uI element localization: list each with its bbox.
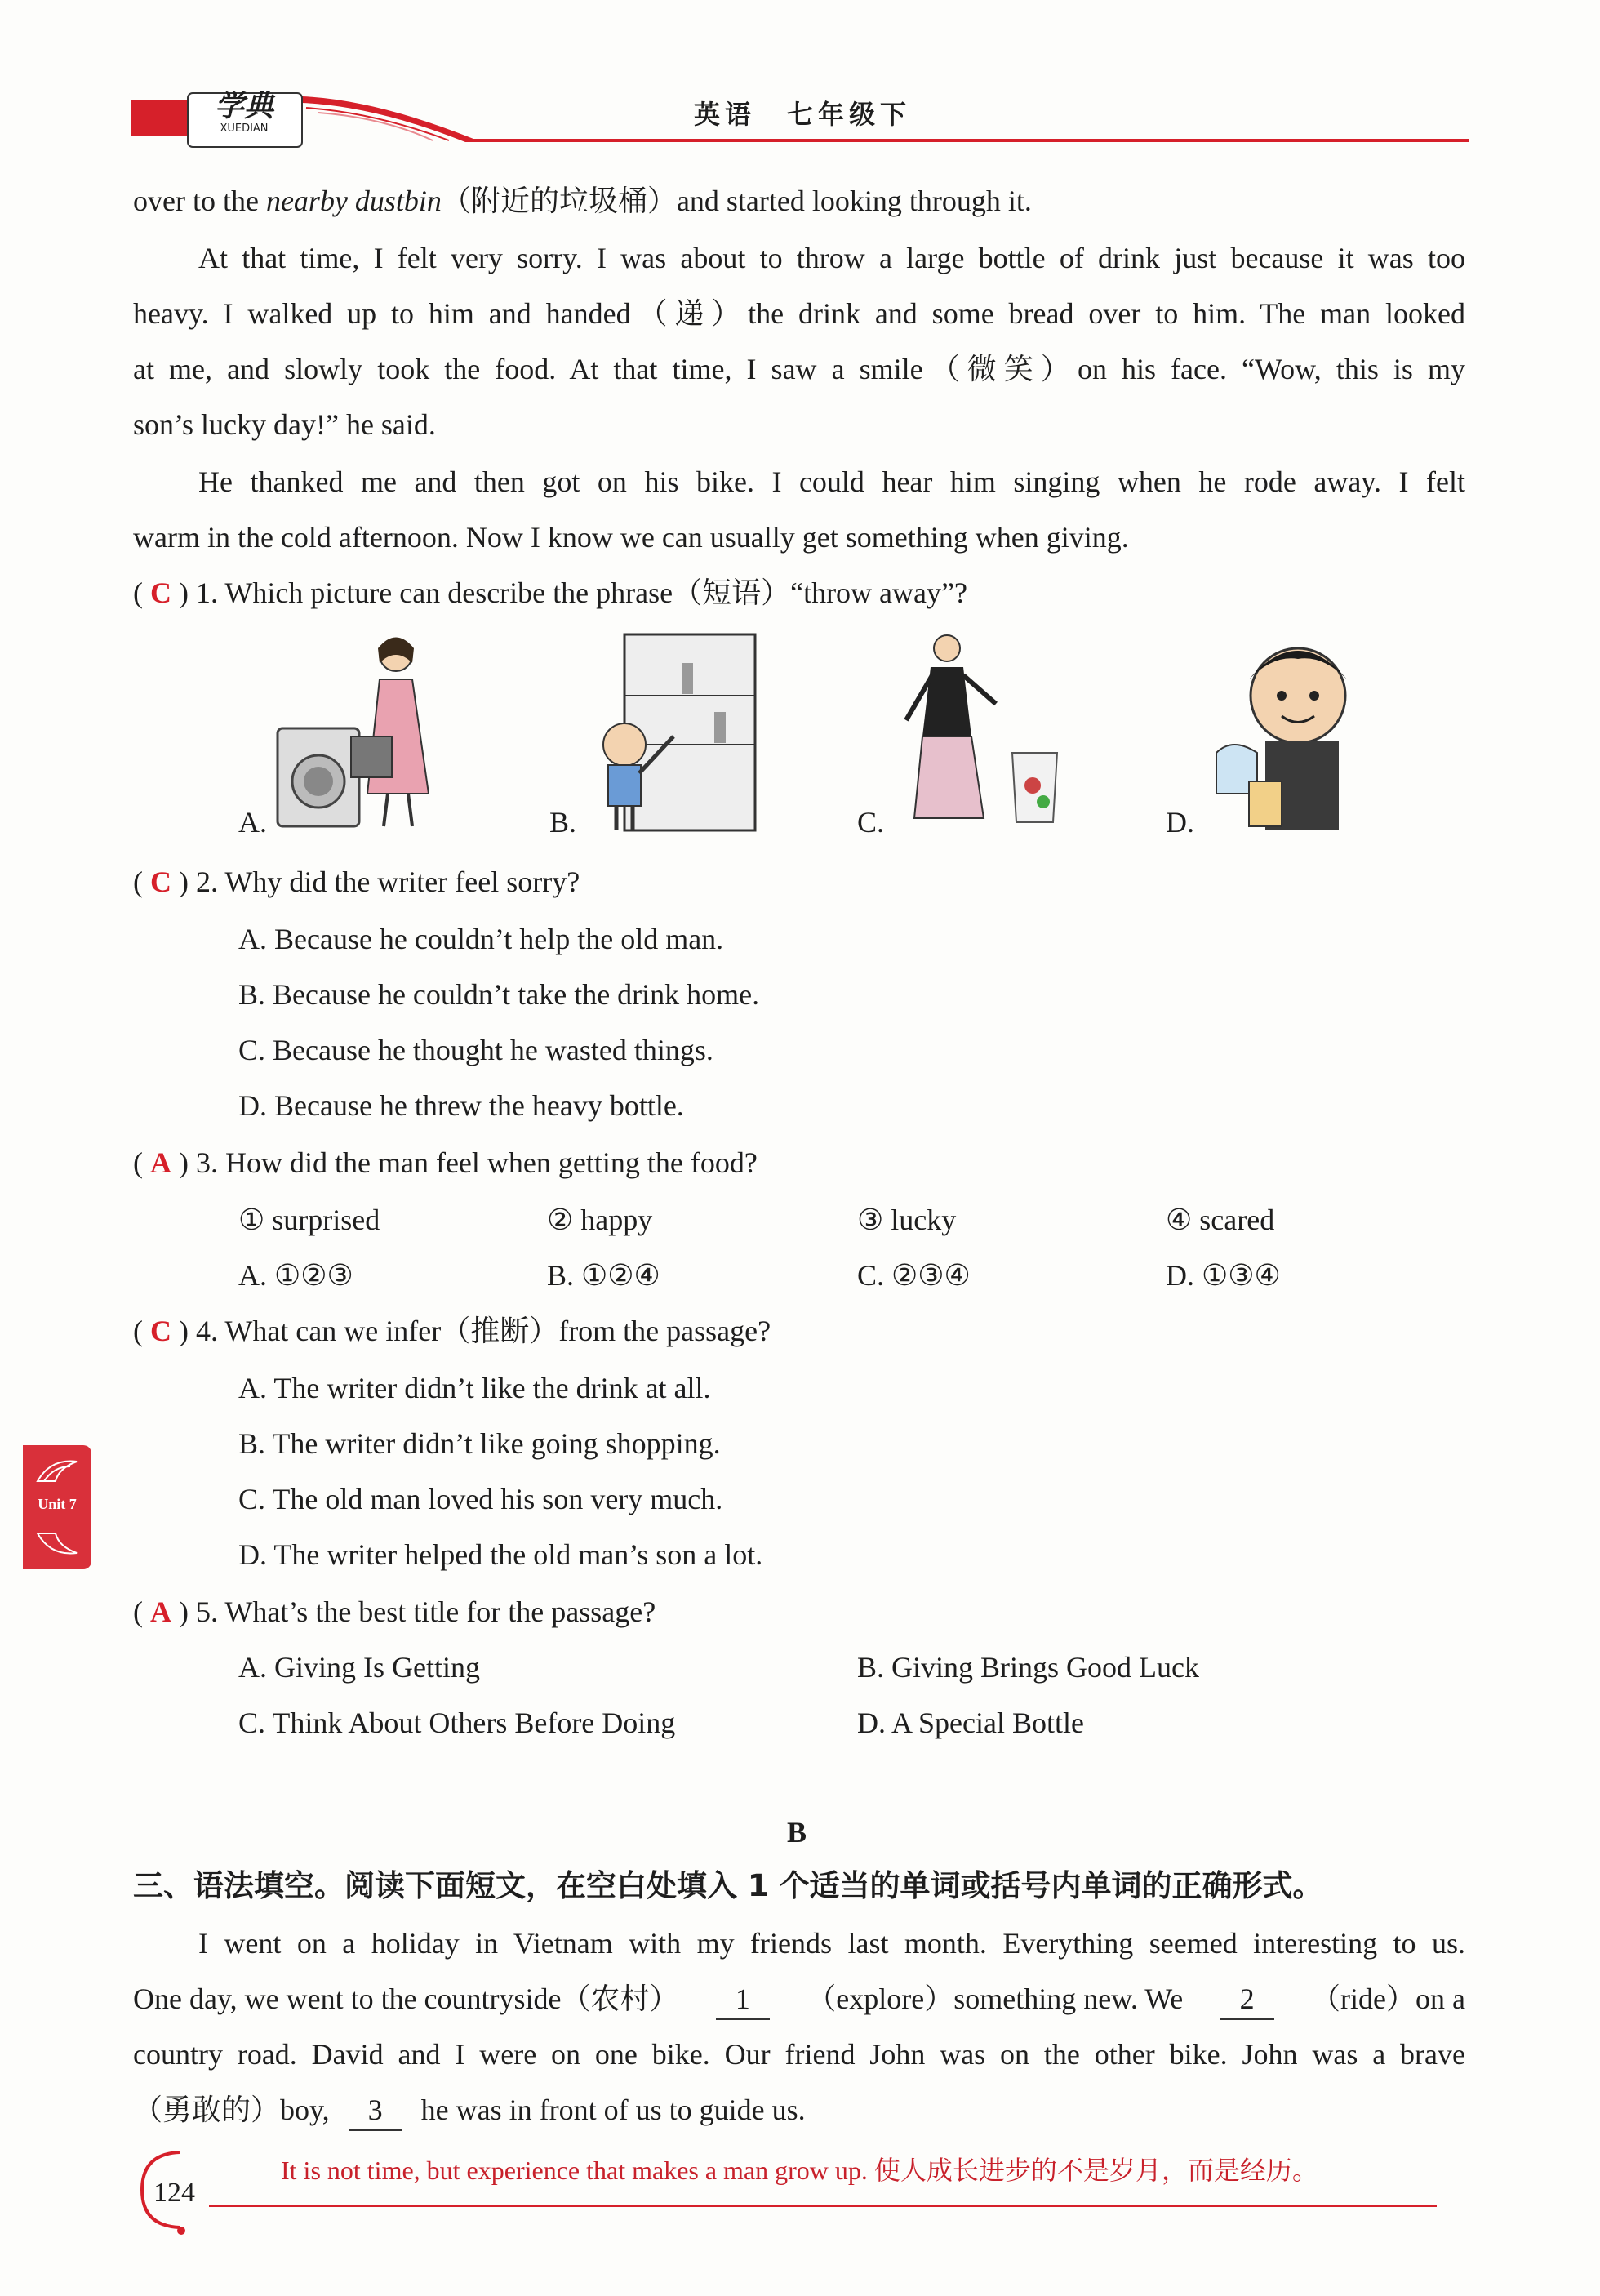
option: A. The writer didn’t like the drink at all.	[238, 1372, 711, 1404]
option: C. Because he thought he wasted things.	[238, 1034, 713, 1066]
passage-line: I went on a holiday in Vietnam with my friends last month. Everything seemed interesting to us.	[198, 1927, 1465, 1960]
answer-3: A	[150, 1146, 171, 1179]
option: C. ②③④	[857, 1259, 971, 1292]
passage-line: He thanked me and then got on his bike. I could hear him singing when he rode away. I felt	[198, 465, 1465, 498]
woman-laundry-icon	[273, 630, 445, 834]
answer-1: C	[150, 576, 171, 609]
option: A. Because he couldn’t help the old man.	[238, 923, 724, 955]
option: D. Because he threw the heavy bottle.	[238, 1089, 684, 1122]
passage-line: At that time, I felt very sorry. I was about to throw a large bottle of drink just because it was too	[198, 242, 1465, 274]
answer-5: A	[150, 1595, 171, 1628]
picture-label-c: C.	[857, 806, 885, 839]
passage-line: warm in the cold afternoon. Now I know we can usually get something when giving.	[133, 521, 1129, 554]
woman-throwing-trash-icon	[882, 630, 1069, 834]
option: D. ①③④	[1166, 1259, 1281, 1292]
unit-label: Unit 7	[38, 1496, 77, 1512]
question-1: ( C ) 1. Which picture can describe the phrase（短语）“throw away”?	[133, 576, 967, 609]
logo-subtext: XUEDIAN	[220, 122, 269, 135]
italic-phrase: nearby dustbin	[265, 185, 442, 217]
picture-label-d: D.	[1166, 806, 1194, 839]
header-title: 英语 七年级下	[694, 99, 912, 130]
page-number: 124	[153, 2178, 195, 2208]
feeling-item: ③ lucky	[857, 1204, 957, 1236]
passage-line: heavy. I walked up to him and handed（递）the drink and some bread over to him. The man looked	[133, 297, 1465, 330]
option: C. The old man loved his son very much.	[238, 1483, 723, 1515]
feeling-item: ④ scared	[1166, 1204, 1275, 1236]
option: B. The writer didn’t like going shopping.	[238, 1427, 721, 1460]
question-3: ( A ) 3. How did the man feel when getting the food?	[133, 1146, 758, 1179]
passage-line: at me, and slowly took the food. At that time, I saw a smile（微笑）on his face. “Wow, this is my	[133, 353, 1465, 385]
wing-ornament-icon	[34, 1457, 80, 1484]
boy-pouring-drink-icon	[1200, 630, 1388, 834]
section-label: B	[787, 1816, 807, 1849]
passage-line: （勇敢的）boy, 3 he was in front of us to guide us.	[133, 2090, 806, 2131]
answer-2: C	[150, 865, 171, 898]
picture-label-b: B.	[549, 806, 577, 839]
option: D. A Special Bottle	[857, 1706, 1084, 1739]
question-5: ( A ) 5. What’s the best title for the passage?	[133, 1595, 656, 1628]
question-4: ( C ) 4. What can we infer（推断）from the passage?	[133, 1315, 771, 1347]
footer-quote: It is not time, but experience that makes a man grow up. 使人成长进步的不是岁月，而是经历。	[281, 2156, 1318, 2185]
option: D. The writer helped the old man’s son a lot.	[238, 1538, 763, 1571]
feeling-item: ① surprised	[238, 1204, 380, 1236]
passage-line: country road. David and I were on one bike. Our friend John was on the other bike. John was a brave	[133, 2038, 1465, 2071]
option: B. Giving Brings Good Luck	[857, 1651, 1199, 1684]
wing-ornament-icon	[34, 1530, 80, 1558]
logo-text: 学典	[214, 89, 273, 123]
unit-side-tab	[23, 1445, 91, 1569]
boy-fridge-icon	[592, 630, 763, 834]
passage-line: One day, we went to the countryside（农村） 1 （explore）something new. We 2 （ride）on a	[133, 1979, 1465, 2020]
answer-4: C	[150, 1315, 171, 1347]
question-2: ( C ) 2. Why did the writer feel sorry?	[133, 865, 580, 898]
passage-line: over to the nearby dustbin（附近的垃圾桶）and started looking through it.	[133, 185, 1032, 217]
blank-2[interactable]: 2	[1220, 1979, 1274, 2020]
picture-label-a: A.	[238, 806, 267, 839]
option: B. Because he couldn’t take the drink home.	[238, 978, 760, 1011]
blank-1[interactable]: 1	[716, 1979, 770, 2020]
blank-3[interactable]: 3	[349, 2090, 402, 2131]
section-heading: 三、语法填空。阅读下面短文，在空白处填入 1 个适当的单词或括号内单词的正确形式。	[133, 1868, 1323, 1903]
option: A. Giving Is Getting	[238, 1651, 480, 1684]
option: C. Think About Others Before Doing	[238, 1706, 676, 1739]
option: A. ①②③	[238, 1259, 353, 1292]
option: B. ①②④	[547, 1259, 660, 1292]
passage-line: son’s lucky day!” he said.	[133, 408, 436, 441]
feeling-item: ② happy	[547, 1204, 653, 1236]
